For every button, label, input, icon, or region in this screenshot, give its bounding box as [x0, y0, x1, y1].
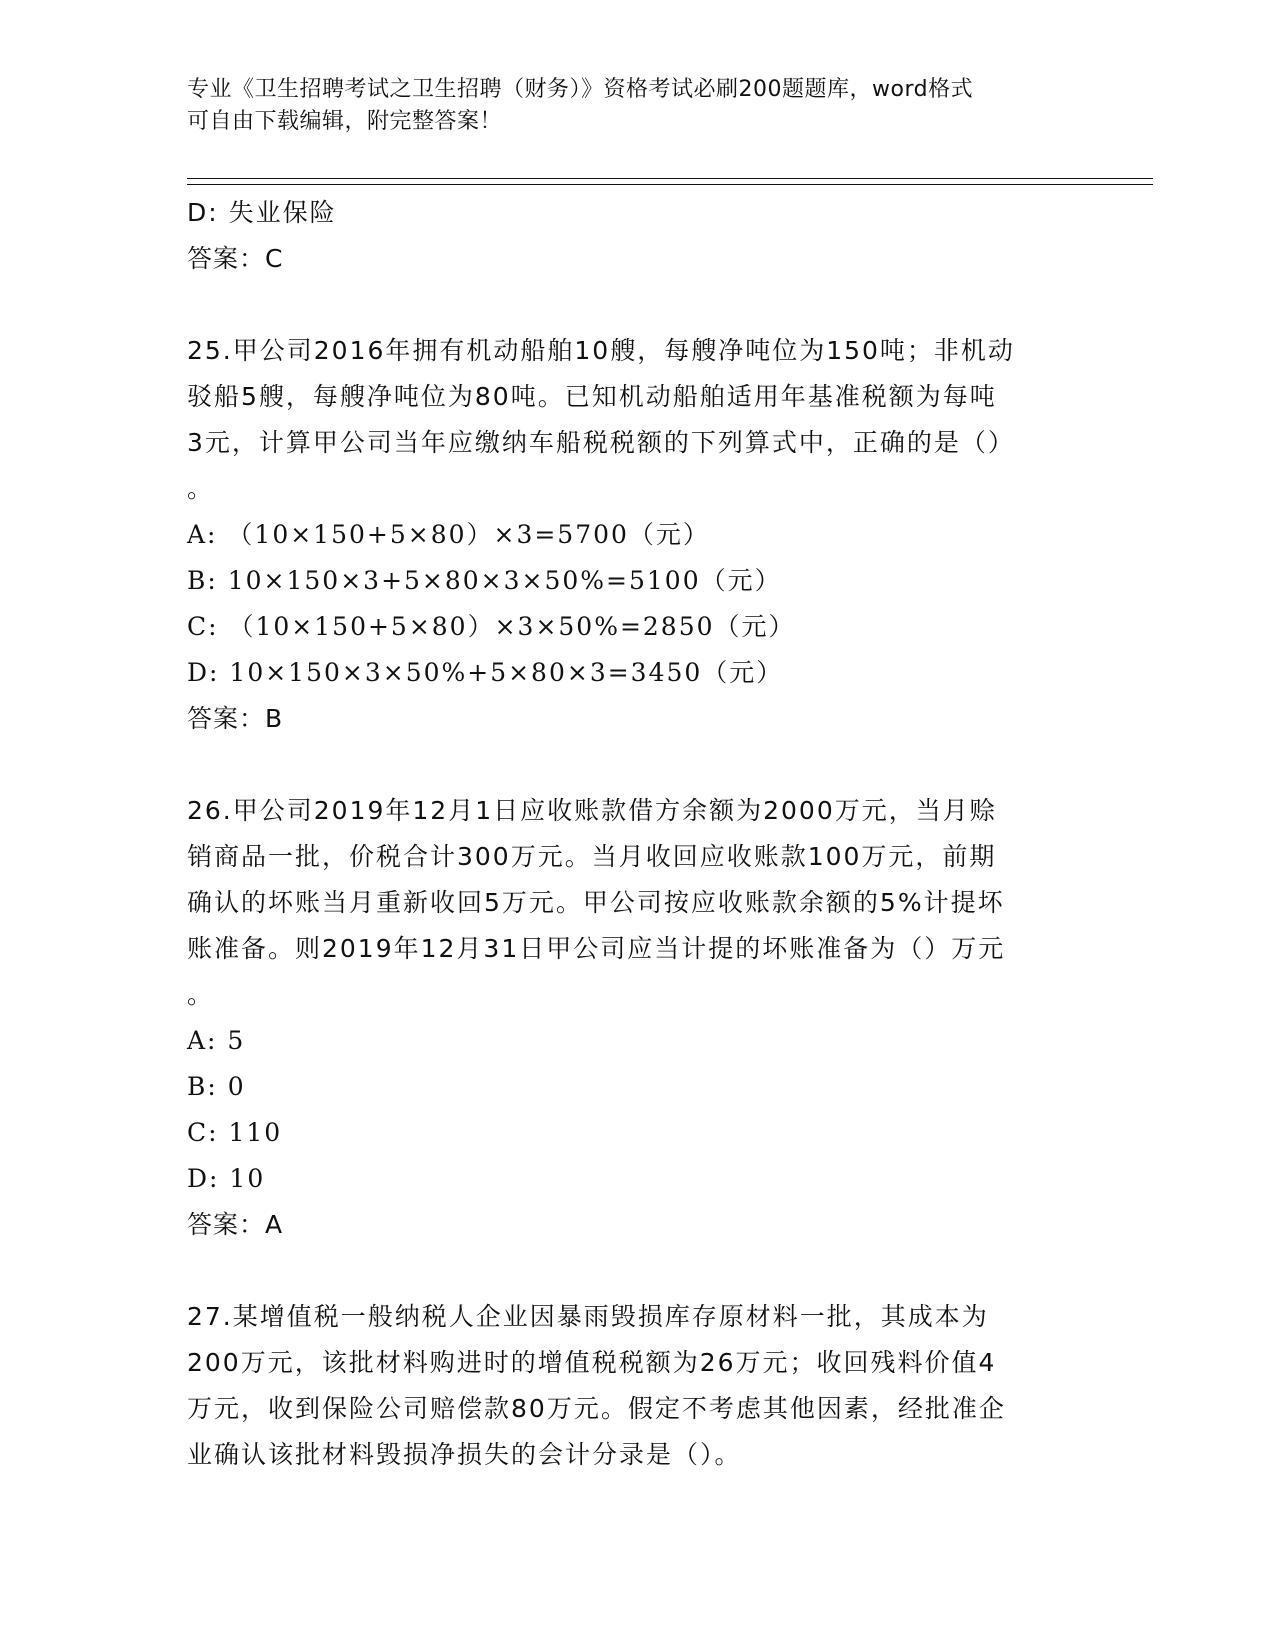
option-c: C: （10×150+5×80）×3×50%=2850（元）	[187, 612, 796, 641]
option-c: C: 110	[187, 1118, 283, 1147]
option-a: A: 5	[187, 1026, 246, 1055]
spacer	[187, 742, 1087, 788]
option-b: B: 10×150×3+5×80×3×50%=5100（元）	[187, 566, 782, 595]
question-text-line: 。	[187, 980, 215, 1009]
spacer	[187, 282, 1087, 328]
question-text-line: 3元，计算甲公司当年应缴纳车船税税额的下列算式中，正确的是（）	[187, 428, 1015, 457]
question-text-line: 26.甲公司2019年12月1日应收账款借方余额为2000万元，当月赊	[187, 796, 997, 825]
question-text-line: 业确认该批材料毁损净损失的会计分录是（）。	[187, 1440, 742, 1469]
question-27	[187, 1294, 1087, 1478]
page-header	[187, 74, 1067, 138]
question-26	[187, 788, 1087, 1248]
question-text-line: 27.某增值税一般纳税人企业因暴雨毁损库存原材料一批，其成本为	[187, 1302, 989, 1331]
option-a: A: （10×150+5×80）×3=5700（元）	[187, 520, 710, 549]
answer-line: 答案：B	[187, 704, 284, 733]
question-text-line: 账准备。则2019年12月31日甲公司应当计提的坏账准备为（）万元	[187, 934, 1006, 963]
question-text-line: 万元，收到保险公司赔偿款80万元。假定不考虑其他因素，经批准企	[187, 1394, 1006, 1423]
option-d: D: 10	[187, 1164, 266, 1193]
question-text-line: 销商品一批，价税合计300万元。当月收回应收账款100万元，前期	[187, 842, 997, 871]
header-rule-top	[187, 178, 1153, 179]
header-line-1: 专业《卫生招聘考试之卫生招聘（财务）》资格考试必刷200题题库，word格式	[187, 77, 974, 102]
question-text-line: 确认的坏账当月重新收回5万元。甲公司按应收账款余额的5%计提坏	[187, 888, 1005, 917]
option-d: D: 失业保险	[187, 198, 337, 227]
header-rule-bottom	[187, 184, 1153, 185]
answer-line: 答案：A	[187, 1210, 284, 1239]
question-text-line: 驳船5艘，每艘净吨位为80吨。已知机动船舶适用年基准税额为每吨	[187, 382, 997, 411]
question-text-line: 。	[187, 474, 215, 503]
question-25	[187, 328, 1087, 742]
option-d: D: 10×150×3×50%+5×80×3=3450（元）	[187, 658, 784, 687]
header-line-2: 可自由下载编辑，附完整答案！	[187, 109, 503, 134]
answer-line: 答案：C	[187, 244, 284, 273]
spacer	[187, 1248, 1087, 1294]
question-text-line: 200万元，该批材料购进时的增值税税额为26万元；收回残料价值4	[187, 1348, 997, 1377]
question-content	[187, 190, 1087, 1478]
question-text-line: 25.甲公司2016年拥有机动船舶10艘，每艘净吨位为150吨；非机动	[187, 336, 1015, 365]
option-b: B: 0	[187, 1072, 246, 1101]
